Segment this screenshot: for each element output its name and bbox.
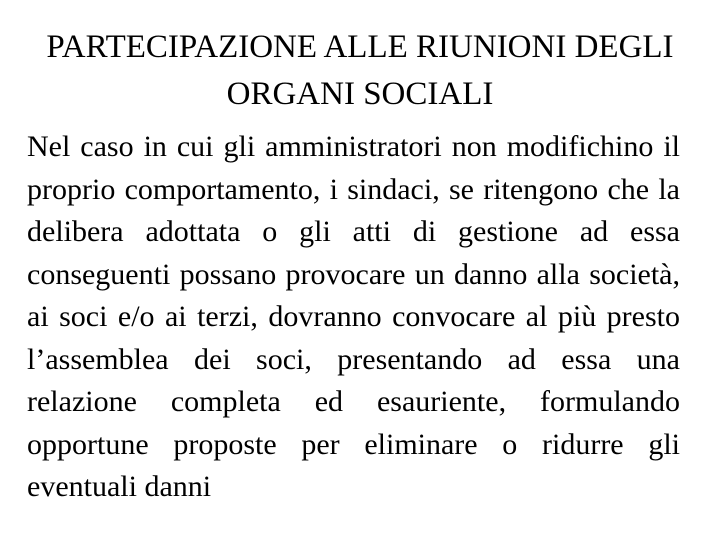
slide-body-text: Nel caso in cui gli amministratori non modifichino il proprio comportamento, i sindaci, se ritengono che la delibera adottata o gli atti di gestione ad essa conseguenti possano provocare un danno alla società, ai soci e/o ai terzi, dovranno convocare al più presto l’assemblea dei soci, presentando ad essa una relazione completa ed esauriente, formulando opportune proposte per eliminare o ridurre gli eventuali danni [27,130,680,503]
slide-title: PARTECIPAZIONE ALLE RIUNIONI DEGLI ORGANI SOCIALI [46,29,674,112]
